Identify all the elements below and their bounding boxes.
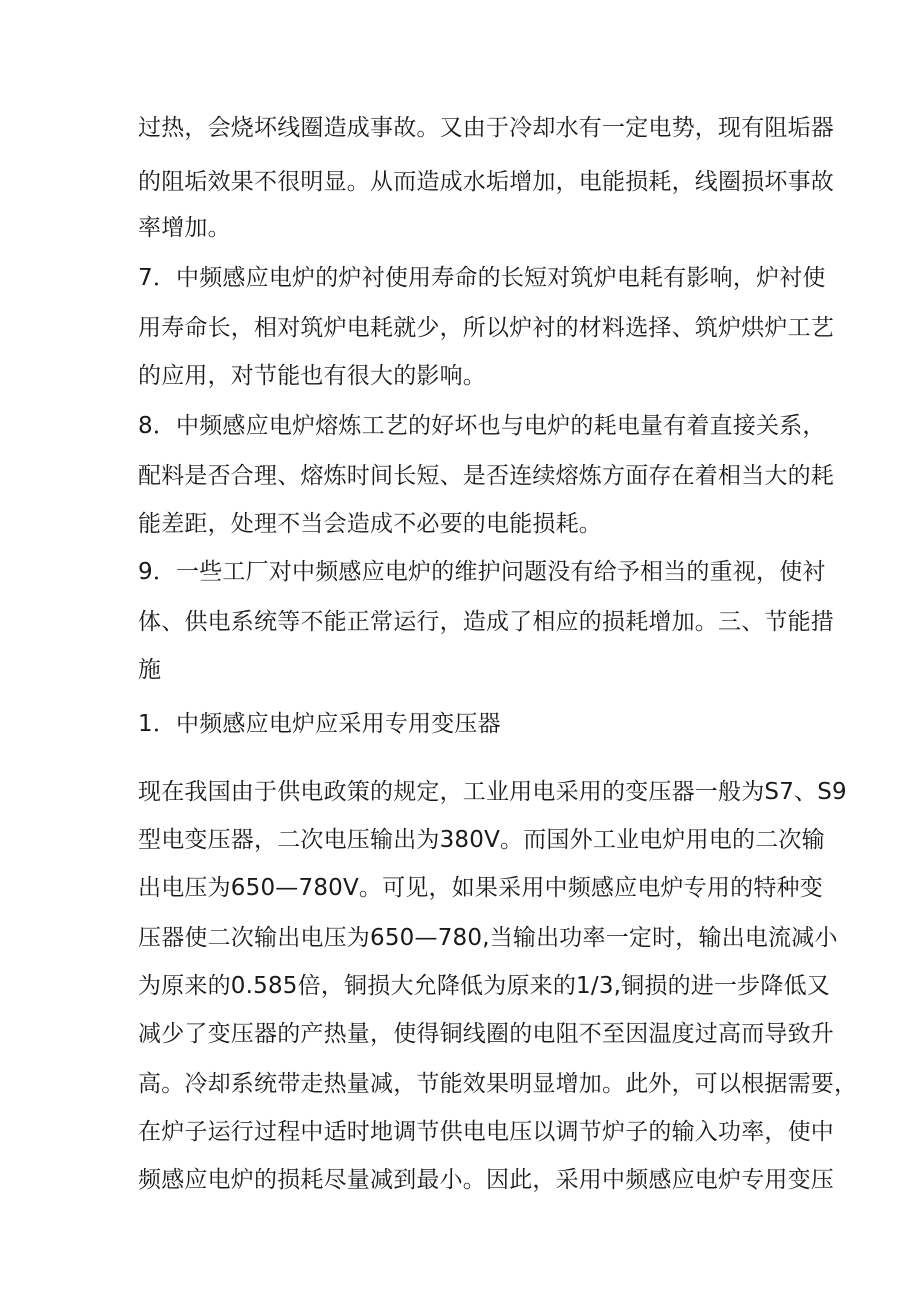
text-line: 高。冷却系统带走热量减，节能效果明显增加。此外，可以根据需要， <box>138 1071 858 1097</box>
text-line: 用寿命长，相对筑炉电耗就少，所以炉衬的材料选择、筑炉烘炉工艺 <box>138 315 834 341</box>
section-heading: 1．中频感应电炉应采用专用变压器 <box>138 711 501 737</box>
text-line: 施 <box>138 657 162 683</box>
text-line: 的应用，对节能也有很大的影响。 <box>138 363 486 389</box>
text-line: 体、供电系统等不能正常运行，造成了相应的损耗增加。三、节能措 <box>138 609 834 635</box>
text-line: 8．中频感应电炉熔炼工艺的好坏也与电炉的耗电量有着直接关系， <box>138 413 826 439</box>
text-line: 配料是否合理、熔炼时间长短、是否连续熔炼方面存在着相当大的耗 <box>138 463 834 489</box>
text-line: 过热，会烧坏线圈造成事故。又由于冷却水有一定电势，现有阻垢器 <box>138 115 834 141</box>
text-line: 频感应电炉的损耗尽量减到最小。因此，采用中频感应电炉专用变压 <box>138 1167 834 1193</box>
text-line: 型电变压器，二次电压输出为380V。而国外工业电炉用电的二次输 <box>138 827 825 853</box>
text-line: 7．中频感应电炉的炉衬使用寿命的长短对筑炉电耗有影响，炉衬使 <box>138 265 826 291</box>
text-line: 能差距，处理不当会造成不必要的电能损耗。 <box>138 511 602 537</box>
text-line: 减少了变压器的产热量，使得铜线圈的电阻不至因温度过高而导致升 <box>138 1021 834 1047</box>
text-line: 出电压为650—780V。可见，如果采用中频感应电炉专用的特种变 <box>138 875 823 901</box>
text-line: 9．一些工厂对中频感应电炉的维护问题没有给予相当的重视，使衬 <box>138 559 826 585</box>
text-line: 现在我国由于供电政策的规定，工业用电采用的变压器一般为S7、S9 <box>138 779 847 805</box>
text-line: 压器使二次输出电压为650—780,当输出功率一定时，输出电流减小 <box>138 925 838 951</box>
text-line: 的阻垢效果不很明显。从而造成水垢增加，电能损耗，线圈损坏事故 <box>138 169 834 195</box>
text-line: 率增加。 <box>138 215 231 241</box>
text-line: 为原来的0.585倍，铜损大允降低为原来的1/3,铜损的进一步降低又 <box>138 973 830 999</box>
text-line: 在炉子运行过程中适时地调节供电电压以调节炉子的输入功率，使中 <box>138 1119 834 1145</box>
